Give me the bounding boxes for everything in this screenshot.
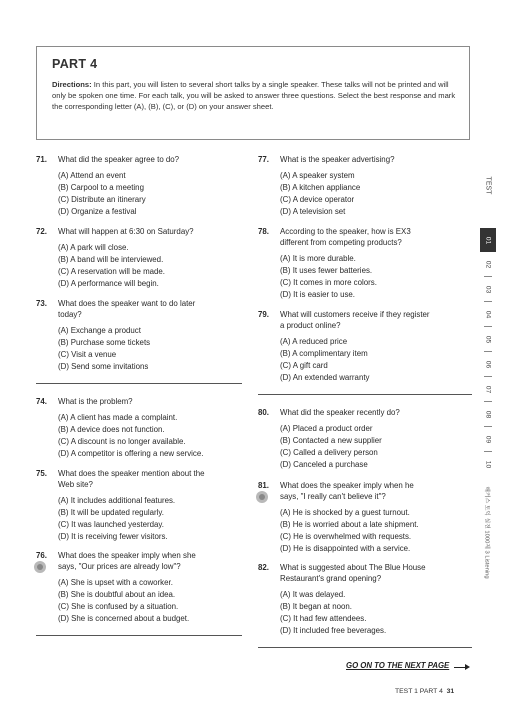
- option-d: (D) A performance will begin.: [58, 279, 159, 288]
- question-text-line1: What will customers receive if they register: [280, 310, 430, 319]
- directions-text: [52, 79, 464, 113]
- option-c: (C) He is overwhelmed with requests.: [280, 532, 412, 541]
- option-d: (D) A competitor is offering a new service.: [58, 449, 204, 458]
- option-b: (B) A band will be interviewed.: [58, 255, 164, 264]
- question-text: What did the speaker agree to do?: [58, 155, 180, 164]
- tab-08[interactable]: 08: [484, 410, 492, 418]
- directions-label: Directions:: [52, 80, 92, 89]
- option-a: (A) A speaker system: [280, 171, 355, 180]
- part-title: PART 4: [52, 57, 98, 71]
- option-c: (C) A discount is no longer available.: [58, 437, 186, 446]
- question-78: [258, 227, 472, 303]
- option-d: (D) Organize a festival: [58, 207, 137, 216]
- question-text: What is the speaker advertising?: [280, 155, 395, 164]
- question-text: What will happen at 6:30 on Saturday?: [58, 227, 194, 236]
- question-text-line2: Restaurant's grand opening?: [280, 574, 382, 583]
- option-a: (A) It is more durable.: [280, 254, 356, 263]
- tab-03[interactable]: 03: [484, 285, 492, 293]
- question-74: [36, 397, 246, 463]
- option-a: (A) A client has made a complaint.: [58, 413, 178, 422]
- page-footer: [395, 688, 454, 695]
- option-a: (A) Attend an event: [58, 171, 126, 180]
- section-divider: [258, 394, 472, 395]
- question-80: [258, 408, 472, 474]
- section-divider: [258, 647, 472, 648]
- option-c: (C) Distribute an itinerary: [58, 195, 146, 204]
- tab-06[interactable]: 06: [484, 360, 492, 368]
- question-text-line2: a product online?: [280, 321, 341, 330]
- question-text-line2: says, "I really can't believe it"?: [280, 492, 386, 501]
- question-text-line1: What does the speaker imply when she: [58, 551, 196, 560]
- page-number: 31: [446, 688, 455, 695]
- tab-05[interactable]: 05: [484, 335, 492, 343]
- question-text-line1: What does the speaker want to do later: [58, 299, 196, 308]
- question-number: 80.: [258, 408, 269, 417]
- option-d: (D) Canceled a purchase: [280, 460, 368, 469]
- question-number: 73.: [36, 299, 47, 308]
- question-text-line1: What does the speaker imply when he: [280, 481, 414, 490]
- option-b: (B) Contacted a new supplier: [280, 436, 382, 445]
- option-d: (D) It is receiving fewer visitors.: [58, 532, 168, 541]
- option-d: (D) A television set: [280, 207, 346, 216]
- question-77: [258, 155, 472, 221]
- option-d: (D) An extended warranty: [280, 373, 370, 382]
- option-c: (C) Visit a venue: [58, 350, 117, 359]
- question-72: [36, 227, 246, 293]
- option-a: (A) Placed a product order: [280, 424, 373, 433]
- option-b: (B) A device does not function.: [58, 425, 165, 434]
- option-d: (D) It included free beverages.: [280, 626, 387, 635]
- option-a: (A) It includes additional features.: [58, 496, 176, 505]
- option-a: (A) A reduced price: [280, 337, 348, 346]
- arrow-head-icon: [465, 664, 470, 670]
- question-text: What did the speaker recently do?: [280, 408, 400, 417]
- sidebar-test-label: TEST: [484, 176, 492, 194]
- option-a: (A) She is upset with a coworker.: [58, 578, 173, 587]
- directions-body: In this part, you will listen to several short talks by a single speaker. These talks will not be printed and will only be spoken one time. For each talk, you will be asked to answer three questions. Select the best response and mark the corresponding letter (A), (B), (C), or (D) on your answer sheet.: [52, 80, 456, 112]
- question-number: 79.: [258, 310, 269, 319]
- option-c: (C) It had few attendees.: [280, 614, 367, 623]
- section-divider: [36, 635, 242, 636]
- option-b: (B) A kitchen appliance: [280, 183, 361, 192]
- question-number: 82.: [258, 563, 269, 572]
- option-c: (C) Called a delivery person: [280, 448, 378, 457]
- next-page-link[interactable]: GO ON TO THE NEXT PAGE: [346, 661, 450, 670]
- option-c: (C) It comes in more colors.: [280, 278, 377, 287]
- option-b: (B) He is worried about a late shipment.: [280, 520, 419, 529]
- option-b: (B) Carpool to a meeting: [58, 183, 144, 192]
- option-d: (D) Send some invitations: [58, 362, 149, 371]
- option-c: (C) A reservation will be made.: [58, 267, 166, 276]
- question-number: 76.: [36, 551, 47, 560]
- tab-04[interactable]: 04: [484, 310, 492, 318]
- question-81: [258, 481, 472, 557]
- footer-label: TEST 1 PART 4: [395, 688, 443, 695]
- question-number: 78.: [258, 227, 269, 236]
- question-number: 71.: [36, 155, 47, 164]
- question-73: [36, 299, 246, 375]
- book-title: 해커스 토익 실전 1000제 3 Listening: [483, 485, 490, 579]
- question-79: [258, 310, 474, 386]
- question-number: 74.: [36, 397, 47, 406]
- option-b: (B) It began at noon.: [280, 602, 352, 611]
- option-b: (B) It will be updated regularly.: [58, 508, 164, 517]
- option-a: (A) He is shocked by a guest turnout.: [280, 508, 410, 517]
- tab-01[interactable]: 01: [480, 228, 496, 252]
- option-c: (C) It was launched yesterday.: [58, 520, 164, 529]
- tab-10[interactable]: 10: [484, 460, 492, 468]
- question-71: [36, 155, 246, 221]
- question-text-line1: What does the speaker mention about the: [58, 469, 205, 478]
- question-text: What is the problem?: [58, 397, 133, 406]
- question-text-line1: According to the speaker, how is EX3: [280, 227, 411, 236]
- option-d: (D) He is disappointed with a service.: [280, 544, 411, 553]
- tab-02[interactable]: 02: [484, 260, 492, 268]
- question-text-line1: What is suggested about The Blue House: [280, 563, 426, 572]
- question-text-line2: different from competing products?: [280, 238, 402, 247]
- option-d: (D) She is concerned about a budget.: [58, 614, 190, 623]
- question-text-line2: says, "Our prices are already low"?: [58, 562, 181, 571]
- tab-09[interactable]: 09: [484, 435, 492, 443]
- option-b: (B) It uses fewer batteries.: [280, 266, 373, 275]
- option-c: (C) A gift card: [280, 361, 328, 370]
- tab-07[interactable]: 07: [484, 385, 492, 393]
- question-number: 77.: [258, 155, 269, 164]
- question-number: 75.: [36, 469, 47, 478]
- option-a: (A) It was delayed.: [280, 590, 346, 599]
- option-b: (B) Purchase some tickets: [58, 338, 151, 347]
- option-a: (A) Exchange a product: [58, 326, 141, 335]
- question-number: 81.: [258, 481, 269, 490]
- option-b: (B) She is doubtful about an idea.: [58, 590, 176, 599]
- question-number: 72.: [36, 227, 47, 236]
- question-75: [36, 469, 252, 545]
- option-c: (C) She is confused by a situation.: [58, 602, 179, 611]
- question-text-line2: today?: [58, 310, 82, 319]
- question-text-line2: Web site?: [58, 480, 93, 489]
- option-a: (A) A park will close.: [58, 243, 129, 252]
- section-divider: [36, 383, 242, 384]
- option-c: (C) A device operator: [280, 195, 355, 204]
- question-82: [258, 563, 472, 639]
- option-d: (D) It is easier to use.: [280, 290, 355, 299]
- option-b: (B) A complimentary item: [280, 349, 368, 358]
- question-76: [36, 551, 252, 627]
